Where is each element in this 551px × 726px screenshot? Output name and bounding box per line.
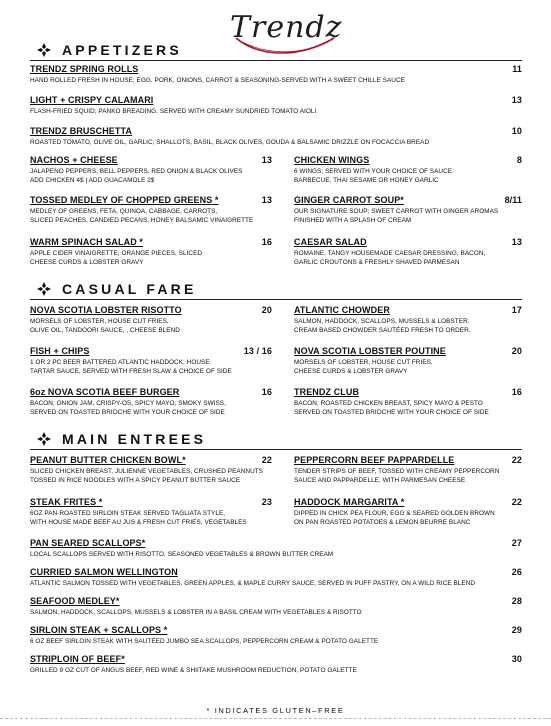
item-name: STRIPLOIN OF BEEF*	[30, 654, 125, 664]
item-name: WARM SPINACH SALAD *	[30, 237, 144, 247]
item-description: SLICED PEACHES, CANDIED PECANS, HONEY BALSAMIC VINAIGRETTE	[30, 217, 254, 225]
item-price: 13	[261, 155, 272, 165]
item-name: CAESAR SALAD	[294, 237, 367, 247]
item-name: NOVA SCOTIA LOBSTER RISOTTO	[30, 305, 182, 315]
item-price: 16	[261, 387, 272, 397]
menu-item	[30, 237, 272, 268]
item-description: BACON, ONION JAM, CRISPY-OS, SPICY MAYO, SMOKY SWISS,	[30, 400, 226, 407]
menu-item	[294, 237, 522, 268]
section-divider	[30, 449, 522, 450]
item-description: SERVED ON TOASTED BRIOCHE WITH YOUR CHOICE OF SIDE	[294, 409, 489, 417]
logo-swoosh-icon	[230, 8, 343, 60]
menu-item	[30, 387, 272, 418]
item-price: 20	[261, 305, 272, 315]
menu-item	[30, 497, 272, 528]
menu-item	[30, 305, 272, 336]
item-description: 1 OR 2 PC BEER BATTERED ATLANTIC HADDOCK; HOUSE	[30, 359, 210, 366]
item-description: MORSELS OF LOBSTER, HOUSE CUT FRIES,	[30, 318, 169, 325]
menu-item	[294, 305, 522, 336]
item-name: NOVA SCOTIA LOBSTER POUTINE	[294, 346, 446, 356]
item-name: ATLANTIC CHOWDER	[294, 305, 390, 315]
item-description: 6OZ PAN-ROASTED SIRLOIN STEAK SERVED TAGLIATA STYLE,	[30, 510, 226, 517]
item-price: 8	[516, 155, 522, 165]
item-description: ON PAN ROASTED POTATOES & LEMON BEURRE BLANC	[294, 519, 471, 527]
item-price: 8/11	[504, 195, 522, 205]
section-title-main-entrees	[36, 430, 206, 448]
menu-item	[294, 497, 522, 528]
menu-item	[30, 64, 522, 85]
menu-item	[294, 346, 522, 377]
item-description: 6 WINGS; SERVED WITH YOUR CHOICE OF SAUCE:	[294, 168, 454, 175]
page-bottom-divider	[0, 718, 551, 719]
item-price: 13	[261, 195, 272, 205]
item-description: APPLE CIDER VINAIGRETTE; ORANGE PIECES, SLICED	[30, 250, 203, 257]
item-description: TOSSED IN RICE NOODLES WITH A SPICY PEANUT BUTTER SAUCE	[30, 477, 241, 485]
item-name: NACHOS + CHEESE	[30, 155, 118, 165]
item-name: CHICKEN WINGS	[294, 155, 370, 165]
item-price: 22	[511, 497, 522, 507]
section-title-appetizers	[36, 41, 182, 59]
item-name: TRENDZ CLUB	[294, 387, 360, 397]
item-price: 29	[511, 625, 522, 635]
section-label: CASUAL FARE	[62, 281, 197, 297]
menu-item	[294, 455, 522, 486]
item-description: 6 OZ BEEF SIRLOIN STEAK WITH SAUTÉED JUMBO SEA SCALLOPS, PEPPERCORN CREAM & POTATO GALETTE	[30, 638, 379, 645]
menu-item	[30, 195, 272, 226]
section-label: APPETIZERS	[62, 42, 182, 58]
item-name: CURRIED SALMON WELLINGTON	[30, 567, 178, 577]
item-description: OLIVE OIL, TANDOORI SAUCE, , CHEESE BLEND	[30, 327, 180, 335]
item-description: MEDLEY OF GREENS, FETA, QUINOA, CABBAGE, CARROTS,	[30, 208, 218, 215]
item-description: DIPPED IN CHICK PEA FLOUR, EGG & SEARED GOLDEN BROWN	[294, 510, 495, 517]
item-description: OUR SIGNATURE SOUP; SWEET CARROT WITH GINGER AROMAS	[294, 208, 499, 215]
item-price: 28	[511, 596, 522, 606]
item-description: ATLANTIC SALMON TOSSED WITH VEGETABLES, GREEN APPLES, & MAPLE CURRY SAUCE, SERVED IN PUFF PASTRY, ON A WILD RICE BLEND	[30, 580, 476, 587]
item-price: 27	[511, 538, 522, 548]
item-price: 13	[511, 237, 522, 247]
item-description: TARTAR SAUCE, SERVED WITH FRESH SLAW & CHOICE OF SIDE	[30, 368, 232, 376]
item-price: 26	[511, 567, 522, 577]
fleur-cross-icon	[36, 42, 52, 58]
item-description: GARLIC CROUTONS & FRESHLY SHAVED PARMESAN	[294, 259, 460, 267]
item-name: SIRLOIN STEAK + SCALLOPS *	[30, 625, 168, 635]
menu-item	[30, 654, 522, 675]
item-description: CREAM BASED CHOWDER SAUTÉED FRESH TO ORDER.	[294, 327, 471, 335]
item-name: PEANUT BUTTER CHICKEN BOWL*	[30, 455, 186, 465]
section-label: MAIN ENTREES	[62, 431, 207, 447]
item-name: TRENDZ SPRING ROLLS	[30, 64, 139, 74]
menu-item	[30, 455, 272, 486]
section-title-casual-fare	[36, 280, 197, 298]
menu-item	[30, 567, 522, 588]
item-description: FINISHED WITH A SPLASH OF CREAM	[294, 217, 412, 225]
item-name: SEAFOOD MEDLEY*	[30, 596, 120, 606]
item-name: HADDOCK MARGARITA *	[294, 497, 405, 507]
item-description: ADD CHICKEN 4$ | ADD GUACAMOLE 2$	[30, 177, 155, 185]
item-price: 22	[261, 455, 272, 465]
item-price: 30	[511, 654, 522, 664]
item-description: BARBECUE, THAI SESAME OR HONEY GARLIC	[294, 177, 439, 185]
menu-item	[30, 95, 522, 116]
menu-item	[294, 195, 522, 226]
item-description: BACON, ROASTED CHICKEN BREAST, SPICY MAYO & PESTO	[294, 400, 483, 407]
item-price: 20	[511, 346, 522, 356]
menu-item	[30, 155, 272, 186]
fleur-cross-icon	[36, 281, 52, 297]
item-price: 16	[261, 237, 272, 247]
trendz-logo	[230, 8, 343, 60]
menu-item	[30, 596, 522, 617]
item-description: SERVED ON TOASTED BRIOCHE WITH YOUR CHOICE OF SIDE	[30, 409, 225, 417]
gluten-free-note: * INDICATES GLUTEN–FREE	[206, 706, 345, 715]
item-description: CHEESE CURDS & LOBSTER GRAVY	[30, 259, 144, 267]
item-description: CHEESE CURDS & LOBSTER GRAVY	[294, 368, 408, 376]
menu-item	[294, 155, 522, 186]
item-description: ROASTED TOMATO, OLIVE OIL, GARLIC, SHALLOTS, BASIL, BLACK OLIVES, GOUDA & BALSAMIC DRIZZLE ON FOCACCIA BREAD	[30, 139, 430, 146]
logo-text: Trendz	[230, 10, 343, 45]
item-description: FLASH-FRIED SQUID; PANKO BREADING, SERVED WITH CREAMY SUNDRIED TOMATO AIOLI	[30, 108, 317, 115]
menu-item	[294, 387, 522, 418]
item-name: GINGER CARROT SOUP*	[294, 195, 404, 205]
menu-item	[30, 625, 522, 646]
item-price: 13	[511, 95, 522, 105]
item-name: 6oz NOVA SCOTIA BEEF BURGER	[30, 387, 180, 397]
menu-item	[30, 538, 522, 559]
item-description: SLICED CHICKEN BREAST, JULIENNE VEGETABLES, CRUSHED PEANNUTS	[30, 468, 263, 475]
item-name: TOSSED MEDLEY OF CHOPPED GREENS *	[30, 195, 219, 205]
menu-item	[30, 346, 272, 377]
item-description: GRILLED 9 OZ CUT OF ANGUS BEEF, RED WINE & SHIITAKE MUSHROOM REDUCTION, POTATO GALETTE	[30, 667, 357, 674]
item-description: JALAPENO PEPPERS, BELL PEPPERS, RED ONION & BLACK OLIVES	[30, 168, 243, 175]
item-description: TENDER STRIPS OF BEEF, TOSSED WITH CREAMY PEPPERCORN	[294, 468, 500, 475]
item-price: 11	[512, 64, 522, 74]
item-price: 10	[511, 126, 522, 136]
item-name: FISH + CHIPS	[30, 346, 90, 356]
fleur-cross-icon	[36, 431, 52, 447]
item-name: STEAK FRITES *	[30, 497, 103, 507]
section-divider	[30, 299, 522, 300]
menu-item	[30, 126, 522, 147]
item-price: 17	[511, 305, 522, 315]
item-description: WITH HOUSE MADE BEEF AU JUS & FRESH CUT FRIES, VEGETABLES	[30, 519, 247, 527]
item-name: TRENDZ BRUSCHETTA	[30, 126, 133, 136]
item-description: MORSELS OF LOBSTER, HOUSE CUT FRIES,	[294, 359, 433, 366]
item-description: HAND ROLLED FRESH IN HOUSE; EGG, PORK, ONIONS, CARROT & SEASONING-SERVED WITH A SWEET CHILLE SAUCE	[30, 77, 405, 84]
item-price: 23	[261, 497, 272, 507]
item-name: LIGHT + CRISPY CALAMARI	[30, 95, 154, 105]
section-divider	[30, 60, 522, 61]
item-description: SAUCE AND PAPPARDELLE, WITH PARMESAN CHEESE	[294, 477, 466, 485]
item-description: SALMON, HADDOCK, SCALLOPS, MUSSELS & LOBSTER IN A BASIL CREAM WITH VEGETABLES & RISOTTO	[30, 609, 362, 616]
item-price: 13 / 16	[243, 346, 272, 356]
item-price: 16	[511, 387, 522, 397]
item-price: 22	[511, 455, 522, 465]
item-description: ROMAINE, TANGY HOUSEMADE CAESAR DRESSING, BACON,	[294, 250, 486, 257]
item-name: PAN SEARED SCALLOPS*	[30, 538, 146, 548]
item-description: LOCAL SCALLOPS SERVED WITH RISOTTO, SEASONED VEGETABLES & BROWN BUTTER CREAM	[30, 551, 334, 558]
item-description: SALMON, HADDOCK, SCALLOPS, MUSSELS & LOBSTER.	[294, 318, 470, 325]
item-name: PEPPERCORN BEEF PAPPARDELLE	[294, 455, 455, 465]
